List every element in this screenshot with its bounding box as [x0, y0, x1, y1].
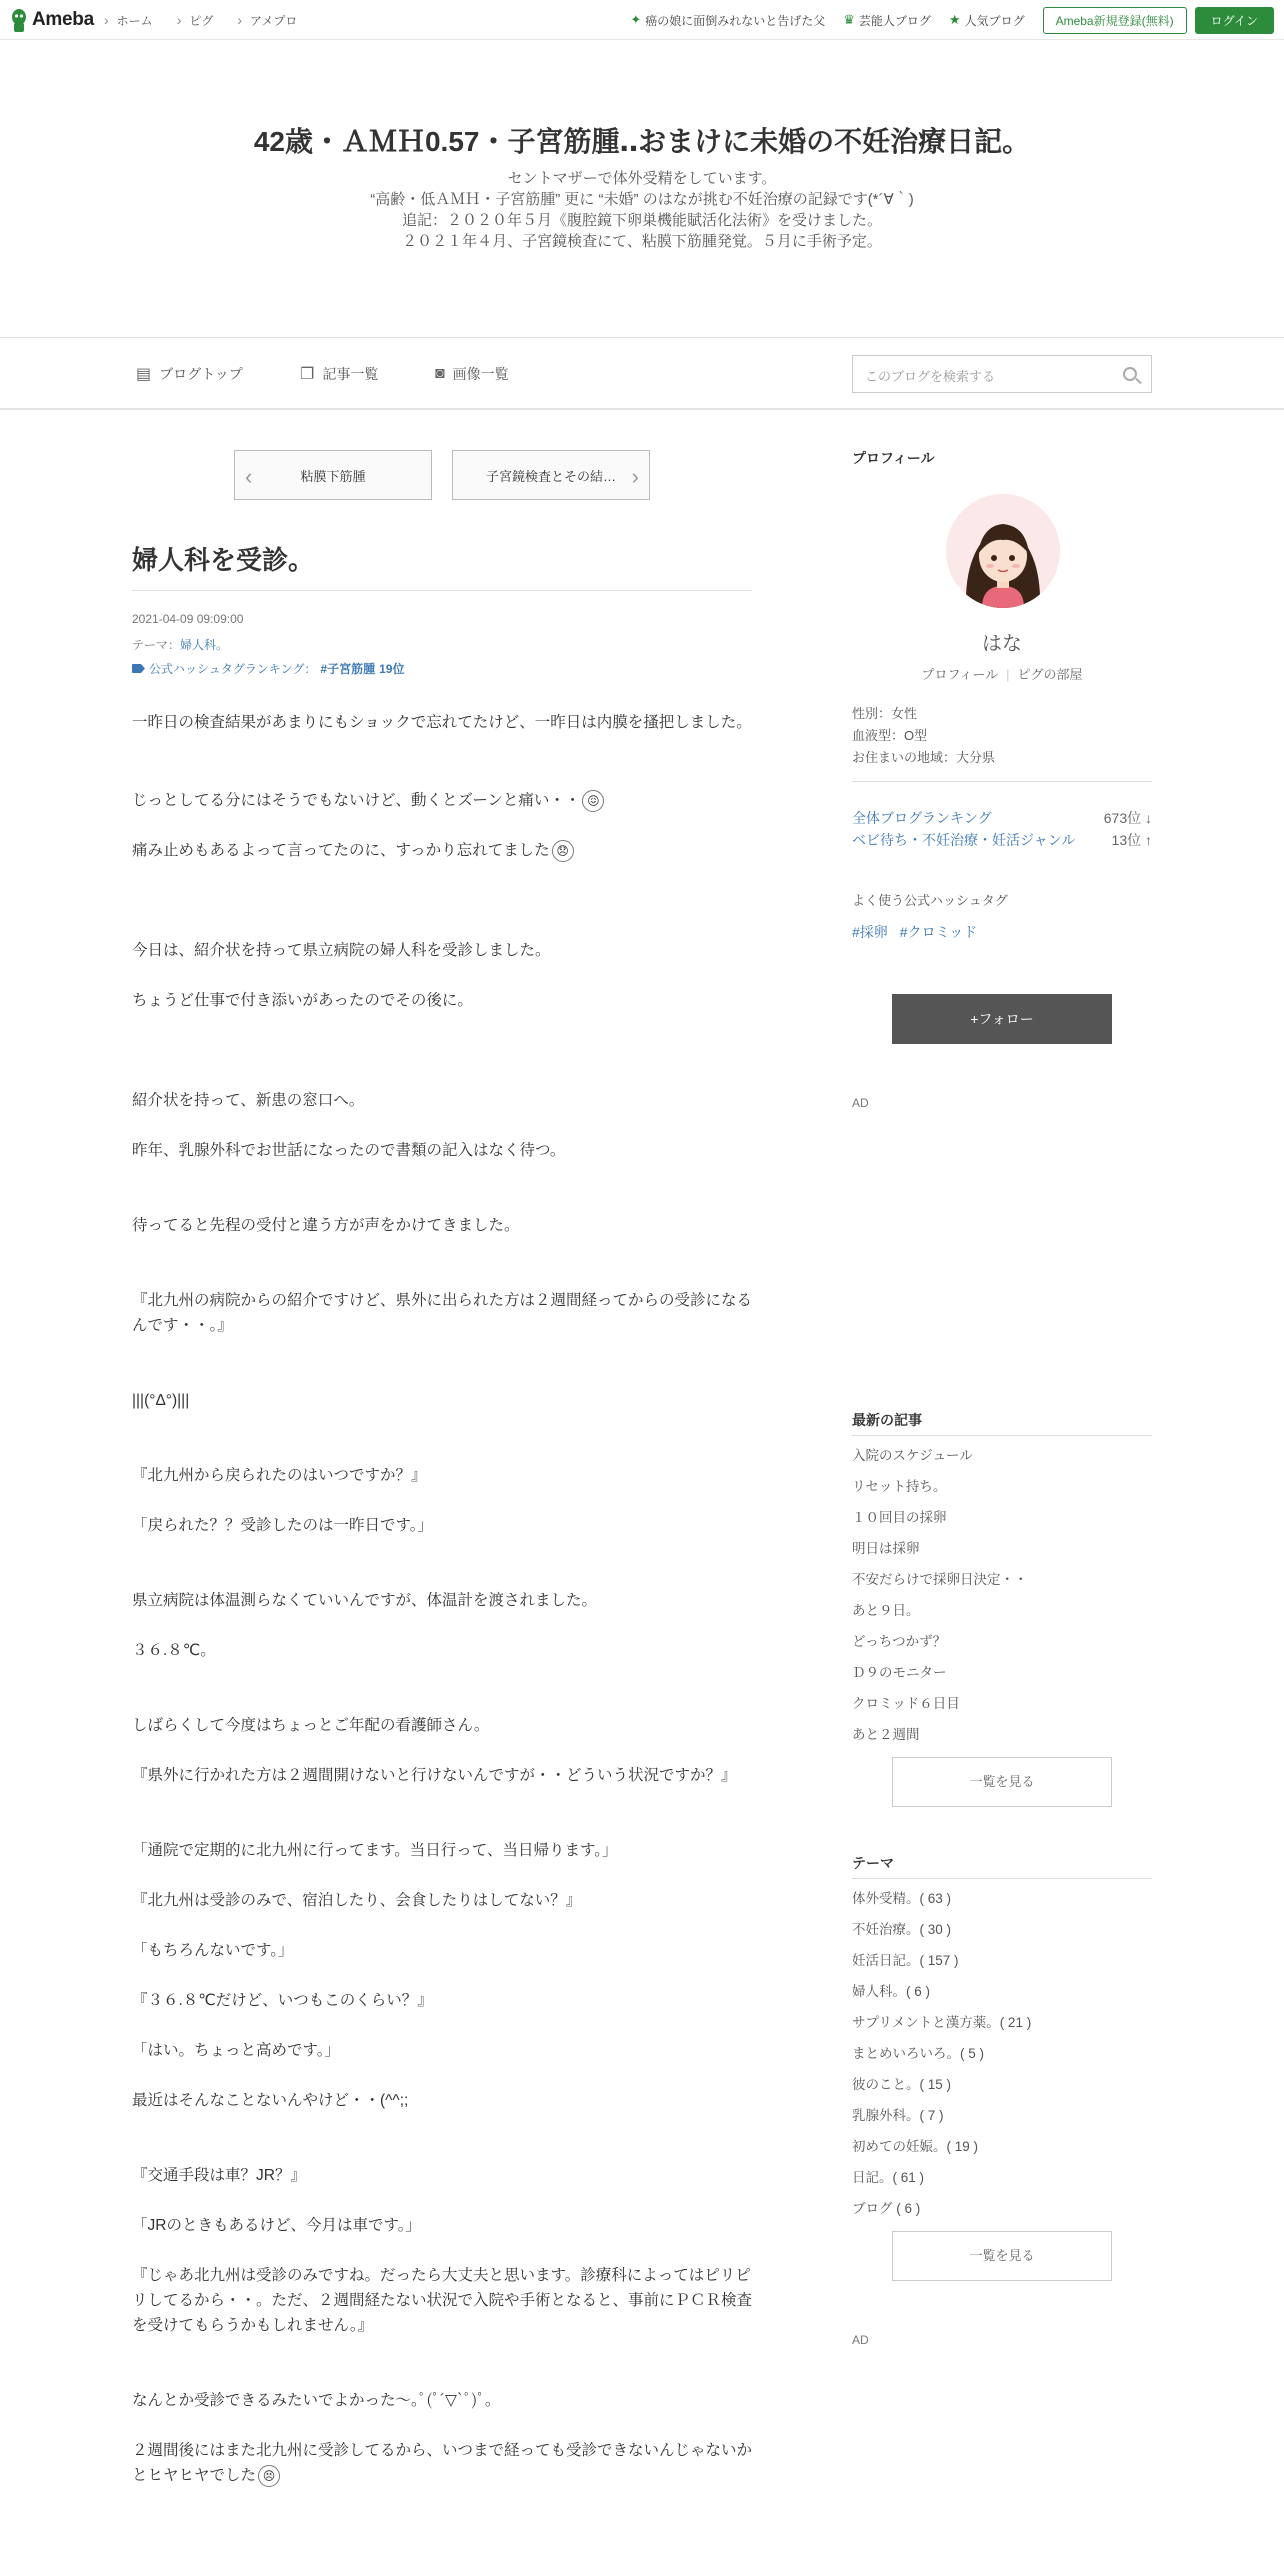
blog-nav	[0, 338, 1284, 410]
profile-link[interactable]: プロフィール	[921, 667, 999, 682]
rank-overall-value: 673位 ↓	[1103, 810, 1152, 826]
next-entry-label: 子宮鏡検査とその結…	[485, 468, 616, 484]
entry-paragraph: 紹介状を持って、新患の窓口へ。	[132, 1092, 365, 1109]
entry-paragraph: 『北九州の病院からの紹介ですけど、県外に出られた方は２週間経ってからの受診になるんです・・。』	[132, 1292, 753, 1334]
avatar[interactable]	[946, 494, 1060, 608]
entry-paragraph: 今日は、紹介状を持って県立病院の婦人科を受診しました。	[132, 942, 551, 959]
entry-paragraph-text: じっとしてる分にはそうでもないけど、動くとズーンと痛い・・	[132, 792, 581, 809]
prev-entry-label: 粘膜下筋腫	[300, 468, 366, 484]
blog-title[interactable]: 42歳・ＡＭＨ0.57・子宮筋腫‥おまけに未婚の不妊治療日記。	[253, 126, 1031, 157]
entry-paragraph: 「通院で定期的に北九州に行ってます。当日行って、当日帰ります。」	[132, 1842, 618, 1859]
entry-paragraph: 最近はそんなことないんやけど・・(^^;;	[132, 2092, 409, 2109]
blog-header	[0, 40, 1284, 338]
entry-paragraph: 「はい。ちょっと高めです。」	[132, 2042, 341, 2059]
camera-icon: ◙	[435, 365, 445, 382]
blog-description-line: “高齢・低ＡＭＨ・子宮筋腫” 更に “未婚” のはなが挑む不妊治療の記録です(*´∀｀)	[370, 191, 914, 208]
rank-genre-value: 13位 ↑	[1111, 832, 1152, 848]
profile-region: お住まいの地域：大分県	[852, 750, 996, 765]
divider: |	[1006, 667, 1010, 682]
copy-icon: ❐	[300, 366, 315, 383]
entry-paragraph: なんとか受診できるみたいでよかった〜｡ﾟ(ﾟ´▽`ﾟ)ﾟ｡	[132, 2392, 493, 2409]
hashtag-ranking[interactable]	[132, 660, 404, 677]
entry-paragraph	[132, 2438, 752, 2488]
sad-face-icon: 😞	[552, 840, 574, 862]
entry-paragraph: 「もちろんないです。」	[132, 1942, 294, 1959]
hashtag-heading: よく使う公式ハッシュタグ	[852, 893, 1008, 908]
recent-item[interactable]: クロミッド６日目	[852, 1696, 960, 1711]
register-button[interactable]: Ameba新規登録(無料)	[1043, 7, 1187, 34]
login-button[interactable]: ログイン	[1195, 7, 1274, 34]
entry-paragraph: |||(°Δ°)|||	[132, 1392, 190, 1409]
chevron-left-icon: ‹	[245, 464, 253, 489]
entry-paragraph-text: 痛み止めもあるよって言ってたのに、すっかり忘れてました	[132, 842, 550, 859]
trending-label: 癌の娘に面倒みれないと告げた父	[645, 13, 826, 28]
ad-label: AD	[852, 1096, 869, 1110]
ameba-logo[interactable]	[10, 6, 94, 34]
blog-description-line: ２０２１年４月、子宮鏡検査にて、粘膜下筋腫発覚。５月に手術予定。	[402, 233, 882, 250]
entry-paragraph: 「JRのときもあるけど、今月は車です。」	[132, 2217, 421, 2234]
trending-link[interactable]	[630, 12, 825, 29]
entry-date: 2021-04-09 09:09:00	[132, 612, 244, 626]
nav-entry-list[interactable]	[300, 364, 378, 384]
profile-blood-type: 血液型：O型	[852, 728, 928, 743]
logo-text: Ameba	[32, 9, 94, 30]
rank-overall-label: 全体ブログランキング	[852, 810, 992, 826]
blog-description-line: 追記：２０２０年５月《腹腔鏡下卵巣機能賦活化法術》を受けました。	[401, 212, 882, 229]
nervous-face-icon: 😣	[258, 2465, 280, 2487]
recent-item[interactable]: 明日は採卵	[852, 1541, 920, 1556]
entry-paragraph: 県立病院は体温測らなくていいんですが、体温計を渡されました。	[132, 1592, 598, 1609]
profile-divider	[852, 781, 1152, 782]
celebrity-blog-link[interactable]	[843, 12, 931, 29]
title-divider	[132, 590, 752, 591]
prev-entry-button[interactable]	[234, 450, 432, 500]
crown-icon: ♛	[843, 12, 855, 27]
recent-item[interactable]: 不安だらけで採卵日決定・・	[852, 1572, 1028, 1587]
hashtag-rank: 19位	[379, 662, 405, 676]
recent-item[interactable]: リセット持ち。	[852, 1479, 947, 1494]
theme-item[interactable]: ブログ ( 6 )	[852, 2201, 921, 2216]
recent-divider	[852, 1435, 1152, 1436]
entry-paragraph: 一昨日の検査結果があまりにもショックで忘れてたけど、一昨日は内膜を搔把しました。	[132, 714, 752, 731]
rank-genre-label: ベビ待ち・不妊治療・妊活ジャンル	[852, 832, 1076, 848]
theme-item[interactable]: 妊活日記。( 157 )	[852, 1953, 959, 1968]
nav-pigg[interactable]: › ピグ	[177, 12, 214, 29]
nav-entry-list-label: 記事一覧	[322, 366, 379, 382]
entry-paragraph: 『じゃあ北九州は受診のみですね。だったら大丈夫と思います。診療科によってはピリピリしてるから・・。ただ、２週間経たない状況で入院や手術となると、事前にＰＣＲ検査を受けてもらうかもしれません。』	[132, 2267, 753, 2334]
theme-item[interactable]: 日記。( 61 )	[852, 2170, 925, 2185]
tag-icon	[132, 664, 145, 673]
hashtag-link[interactable]: #採卵	[852, 924, 888, 940]
header-right	[612, 0, 1274, 40]
next-entry-button[interactable]	[452, 450, 650, 500]
blog-search-input[interactable]	[852, 355, 1152, 393]
profile-gender: 性別：女性	[852, 706, 918, 721]
recent-heading: 最新の記事	[852, 1412, 922, 1428]
nav-blog-top[interactable]	[136, 364, 243, 384]
theme-item[interactable]: まとめいろいろ。( 5 )	[852, 2046, 985, 2061]
search-icon[interactable]	[1123, 367, 1137, 381]
recent-item[interactable]: 入院のスケジュール	[852, 1448, 973, 1463]
recent-item[interactable]: あと２週間	[852, 1727, 920, 1742]
search-placeholder: このブログを検索する	[865, 369, 996, 384]
chevron-right-icon: ›	[631, 464, 639, 489]
recent-item[interactable]: １０回目の採卵	[852, 1510, 947, 1525]
global-header	[0, 0, 1284, 40]
entry-paragraph	[132, 788, 752, 813]
hashtag-name: #子宮筋腫	[320, 662, 376, 676]
hashtag-ranking-label: 公式ハッシュタグランキング：	[149, 662, 317, 676]
entry-title: 婦人科を受診。	[132, 545, 315, 575]
theme-item[interactable]: 婦人科。( 6 )	[852, 1984, 931, 1999]
entry-paragraph: 『北九州から戻られたのはいつですか？』	[132, 1467, 427, 1484]
star-icon: ★	[948, 12, 961, 27]
entry-paragraph	[132, 838, 752, 863]
avatar-illustration	[946, 494, 1060, 608]
nav-home[interactable]: › ホーム	[104, 12, 153, 29]
theme-item[interactable]: 体外受精。( 63 )	[852, 1891, 952, 1906]
theme-heading: テーマ	[852, 1855, 894, 1871]
entry-paragraph: 『北九州は受診のみで、宿泊したり、会食したりはしてない？』	[132, 1892, 582, 1909]
entry-theme-link[interactable]: 婦人科。	[180, 638, 229, 652]
entry-paragraph: 『県外に行かれた方は２週間開けないと行けないんですが・・どういう状況ですか？』	[132, 1767, 737, 1784]
entry-theme	[132, 636, 228, 653]
pained-face-icon: 😖	[582, 790, 604, 812]
sparkle-icon: ✦	[630, 12, 642, 27]
recent-see-all-button[interactable]: 一覧を見る	[892, 1757, 1112, 1807]
recent-item[interactable]: あと９日。	[852, 1603, 920, 1618]
entry-paragraph: 昨年、乳腺外科でお世話になったので書類の記入はなく待つ。	[132, 1142, 566, 1159]
entry-paragraph: ３６.８℃。	[132, 1642, 216, 1659]
rank-genre[interactable]	[852, 830, 1152, 850]
nav-amepro[interactable]: › アメプロ	[237, 12, 297, 29]
profile-links	[852, 664, 1152, 683]
hashtag-list	[852, 922, 989, 942]
rank-overall[interactable]	[852, 808, 1152, 828]
theme-divider	[852, 1878, 1152, 1879]
popular-blog-label: 人気ブログ	[964, 13, 1025, 28]
entry-paragraph: 『３６.８℃だけど、いつもこのくらい？』	[132, 1992, 433, 2009]
celebrity-blog-label: 芸能人ブログ	[858, 13, 931, 28]
entry-paragraph: 待ってると先程の受付と違う方が声をかけてきました。	[132, 1217, 520, 1234]
theme-item[interactable]: 彼のこと。( 15 )	[852, 2077, 952, 2092]
theme-see-all-button[interactable]: 一覧を見る	[892, 2231, 1112, 2281]
entry-paragraph: 『交通手段は車？JR？』	[132, 2167, 306, 2184]
recent-item[interactable]: Ｄ９のモニター	[852, 1665, 947, 1680]
entry-theme-label: テーマ：	[132, 638, 181, 652]
blog-description	[0, 168, 1284, 252]
blog-description-line: セントマザーで体外受精をしています。	[507, 170, 777, 187]
theme-item[interactable]: 不妊治療。( 30 )	[852, 1922, 952, 1937]
theme-item[interactable]: 乳腺外科。( 7 )	[852, 2108, 944, 2123]
recent-item[interactable]: どっちつかず？	[852, 1634, 947, 1649]
nav-image-list[interactable]	[435, 364, 509, 384]
ameba-mascot-icon	[10, 7, 28, 33]
theme-item[interactable]: サプリメントと漢方薬。( 21 )	[852, 2015, 1032, 2030]
entry-paragraph: ちょうど仕事で付き添いがあったのでその後に。	[132, 992, 473, 1009]
ad-label: AD	[852, 2333, 869, 2347]
entry-paragraph: しばらくして今度はちょっとご年配の看護師さん。	[132, 1717, 490, 1734]
hashtag-link[interactable]: #クロミッド	[899, 924, 978, 940]
pigg-room-link[interactable]: ピグの部屋	[1017, 667, 1083, 682]
entry-paragraph: 「戻られた？？受診したのは一昨日です。」	[132, 1517, 434, 1534]
document-icon: ▤	[136, 366, 152, 383]
nav-image-list-label: 画像一覧	[452, 366, 509, 382]
profile-name: はな	[982, 633, 1022, 655]
nav-blog-top-label: ブログトップ	[159, 366, 243, 382]
follow-button[interactable]: +フォロー	[892, 994, 1112, 1044]
theme-item[interactable]: 初めての妊娠。( 19 )	[852, 2139, 979, 2154]
entry-paragraph-text: ２週間後にはまた北九州に受診してるから、いつまで経っても受診できないんじゃないかとヒヤヒヤでした	[132, 2442, 753, 2484]
global-nav	[104, 0, 321, 40]
profile-heading: プロフィール	[852, 450, 935, 466]
popular-blog-link[interactable]	[949, 12, 1025, 29]
